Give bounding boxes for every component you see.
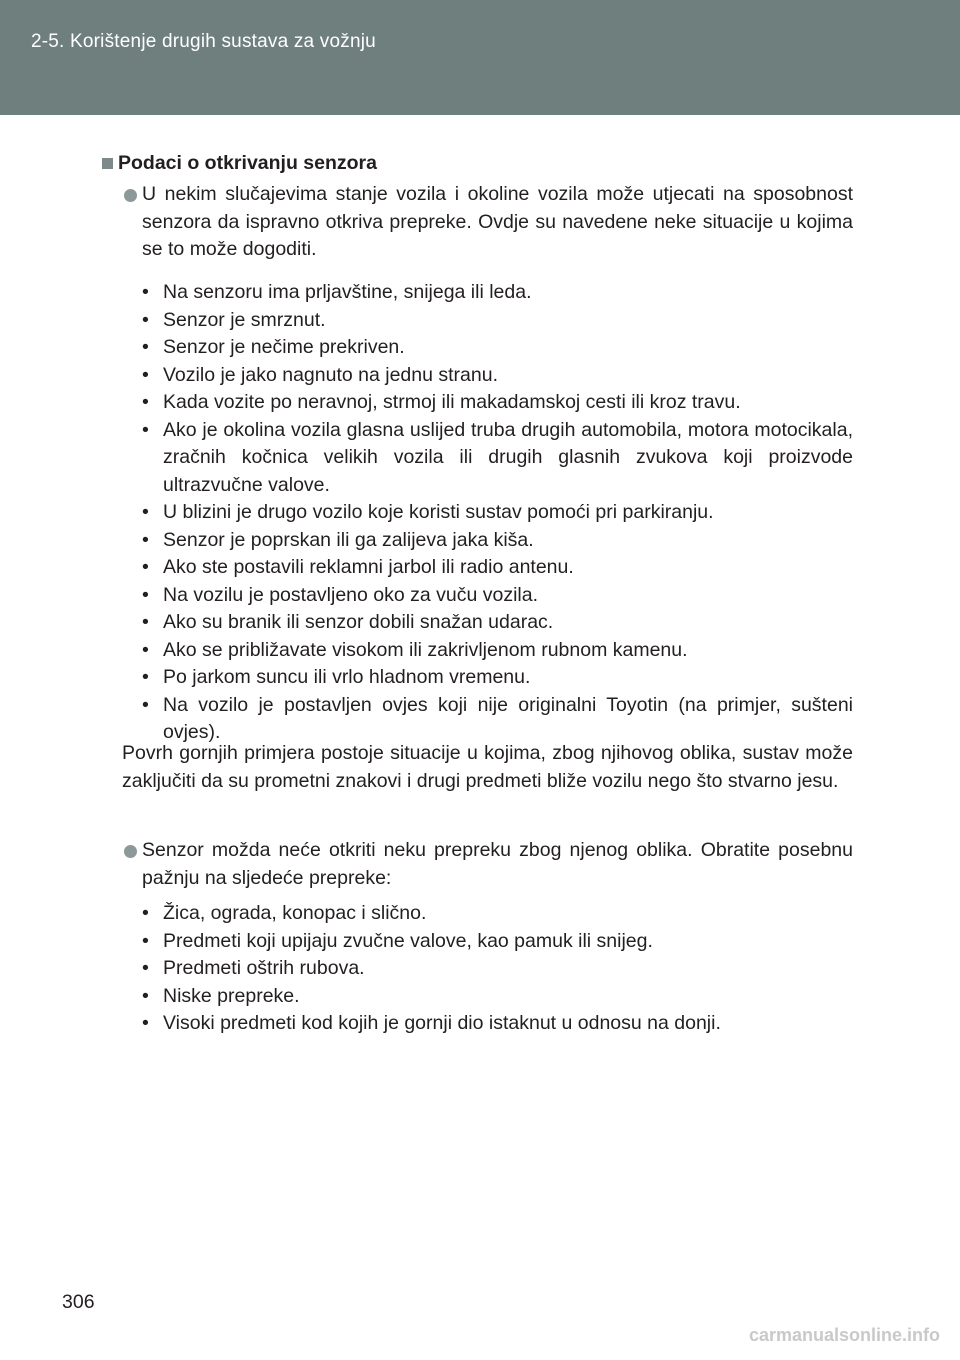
- bullet-glyph: •: [142, 363, 149, 386]
- bullet-glyph: •: [142, 1012, 149, 1034]
- list-item: • Senzor je smrznut.: [142, 307, 853, 335]
- bullet-glyph: •: [142, 583, 149, 606]
- note-paragraph: Povrh gornjih primjera postoje situacije u kojima, zbog njihovog oblika, sustav može zaključiti da su prometni znakovi i drugi predmeti bliže vozilu nego što stvarno jesu.: [122, 742, 853, 792]
- bullet-glyph: •: [142, 666, 149, 688]
- bullet-glyph: •: [142, 957, 149, 979]
- list-item: • Vozilo je jako nagnuto na jednu stranu.: [142, 362, 853, 390]
- bullet-glyph: •: [142, 693, 149, 716]
- bullet-glyph: •: [142, 556, 149, 578]
- list-item: • Niske prepreke.: [142, 983, 853, 1011]
- point1-text: U nekim slučajevima stanje vozila i okoline vozila može utjecati na sposobnost senzora da ispravno otkriva prepreke. Ovdje su navedene neke situacije u kojima se to može dogoditi.: [142, 183, 853, 260]
- list-item: • Po jarkom suncu ili vrlo hladnom vremenu.: [142, 664, 853, 692]
- bullet-glyph: •: [142, 638, 149, 661]
- list-item: • Na vozilu je postavljeno oko za vuču vozila.: [142, 582, 853, 610]
- list-item: • Žica, ograda, konopac i slično.: [142, 900, 853, 928]
- point1-list: [142, 279, 853, 747]
- list-item: • Predmeti koji upijaju zvučne valove, kao pamuk ili snijeg.: [142, 928, 853, 956]
- list-item: • Ako ste postavili reklamni jarbol ili radio antenu.: [142, 554, 853, 582]
- list-item: • Kada vozite po neravnoj, strmoj ili makadamskoj cesti ili kroz travu.: [142, 389, 853, 417]
- bullet-glyph: •: [142, 902, 149, 924]
- page-number: 306: [62, 1291, 95, 1313]
- bullet-glyph: •: [142, 611, 149, 633]
- list-item: • Senzor je nečime prekriven.: [142, 334, 853, 362]
- list-item: • Na vozilo je postavljen ovjes koji nije originalni Toyotin (na primjer, sušteni ovjes).: [142, 693, 853, 743]
- point1-paragraph: [142, 181, 853, 264]
- list-item: • Na senzoru ima prljavštine, snijega ili leda.: [142, 279, 853, 307]
- point2-paragraph: [142, 837, 853, 892]
- list-item: • Ako su branik ili senzor dobili snažan udarac.: [142, 609, 853, 637]
- watermark: carmanualsonline.info: [748, 1325, 940, 1345]
- list-item: • Visoki predmeti kod kojih je gornji dio istaknut u odnosu na donji.: [142, 1010, 853, 1038]
- list-item: • Ako se približavate visokom ili zakrivljenom rubnom kamenu.: [142, 637, 853, 665]
- chapter-title: 2-5. Korištenje drugih sustava za vožnju: [31, 31, 376, 52]
- bullet-glyph: •: [142, 391, 149, 413]
- bullet-glyph: •: [142, 308, 149, 331]
- bullet-glyph: •: [142, 528, 149, 551]
- list-item: • Predmeti oštrih rubova.: [142, 955, 853, 983]
- point2-list: [142, 900, 853, 1038]
- point2-text: Senzor možda neće otkriti neku prepreku zbog njenog oblika. Obratite posebnu pažnju na sljedeće prepreke:: [142, 839, 853, 889]
- bullet-glyph: •: [142, 281, 149, 303]
- list-item: • Senzor je poprskan ili ga zalijeva jaka kiša.: [142, 527, 853, 555]
- bullet-glyph: •: [142, 501, 149, 523]
- bullet-glyph: •: [142, 336, 149, 358]
- bullet-glyph: •: [142, 418, 149, 441]
- list-item: • Ako je okolina vozila glasna uslijed truba drugih automobila, motora motocikala, zračnih kočnica velikih vozila ili drugih glasnih zvukova koji proizvode ultrazvučne valove.: [142, 418, 853, 496]
- section-heading: [102, 150, 377, 178]
- page-header: [0, 0, 960, 115]
- bullet-glyph: •: [142, 984, 149, 1007]
- section-heading-text: Podaci o otkrivanju senzora: [118, 152, 377, 174]
- square-bullet-icon: [102, 158, 113, 169]
- bullet-glyph: •: [142, 929, 149, 952]
- circle-bullet-icon: [124, 845, 137, 858]
- circle-bullet-icon: [124, 189, 137, 202]
- list-item: • U blizini je drugo vozilo koje koristi sustav pomoći pri parkiranju.: [142, 499, 853, 527]
